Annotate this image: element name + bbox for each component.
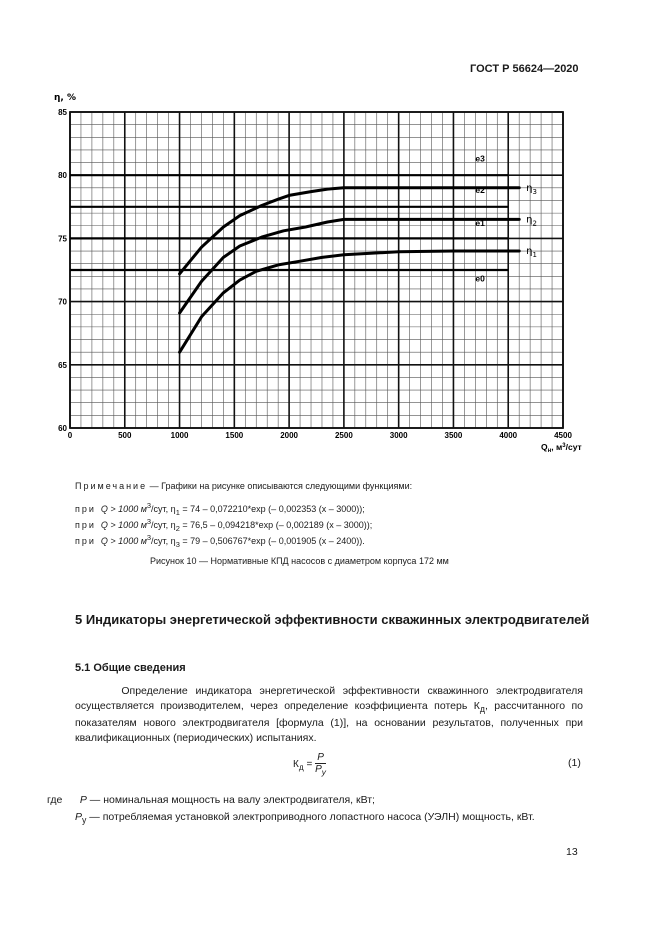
y-tick-label: 80	[58, 171, 67, 181]
figure-caption: Рисунок 10 — Нормативные КПД насосов с диаметром корпуса 172 мм	[150, 556, 449, 566]
x-tick-label: 3500	[444, 431, 463, 440]
efficiency-chart	[40, 84, 580, 464]
note-q: Q > 1000 м	[100, 504, 147, 514]
series-label-base: η	[526, 214, 533, 226]
x-axis-label-part: 3	[562, 443, 566, 449]
note-q: Q > 1000 м	[100, 536, 147, 546]
body-paragraph	[75, 684, 583, 745]
series-line-η2	[180, 219, 520, 313]
series-label-base: η	[526, 182, 533, 194]
note-prefix: при	[75, 520, 96, 530]
y-tick-label: 70	[58, 297, 67, 307]
y-axis-label: η, %	[54, 93, 76, 103]
note-sup: 3	[146, 533, 152, 542]
x-tick-label: 1000	[170, 431, 189, 440]
note-unit: /сут, η	[151, 504, 176, 514]
where-symbol: P	[79, 794, 87, 806]
x-axis-label-part: н	[547, 448, 552, 454]
formula-den-symbol: P	[315, 764, 322, 775]
x-tick-label: 1500	[225, 431, 244, 440]
series-label-η1	[526, 246, 537, 259]
para-sub: д	[479, 703, 485, 714]
note-intro	[75, 480, 412, 492]
where-line-2	[75, 810, 535, 827]
class-label-е2: е2	[475, 184, 485, 195]
series-label-sub: 3	[532, 187, 537, 196]
note-formula: = 76,5 – 0,094218*exp (– 0,002189 (x – 3000));	[179, 520, 373, 530]
where-text: — номинальная мощность на валу электродвигателя, кВт;	[86, 794, 375, 806]
x-tick-label: 4500	[554, 431, 572, 440]
formula-fraction	[315, 752, 326, 777]
y-tick-label: 65	[58, 360, 67, 370]
x-tick-label: 3000	[389, 431, 408, 440]
note-sub: 2	[175, 523, 180, 533]
page-number: 13	[566, 846, 578, 858]
note-formula: = 74 – 0,072210*exp (– 0,002353 (x – 3000));	[179, 504, 365, 514]
note-sup: 3	[146, 517, 152, 526]
note-sub: 1	[175, 507, 180, 517]
x-tick-label: 4000	[499, 431, 518, 440]
series-label-η3	[526, 183, 537, 196]
x-axis-label-part: /сут	[565, 442, 582, 452]
y-tick-label: 85	[58, 108, 67, 117]
note-q: Q > 1000 м	[100, 520, 147, 530]
note-text: — Графики на рисунке описываются следующими функциями:	[147, 481, 413, 491]
where-symbol: P	[75, 811, 83, 823]
class-label-е3: е3	[475, 153, 485, 164]
note-title: Примечание	[75, 481, 148, 491]
formula-number: (1)	[568, 757, 581, 769]
x-tick-label: 500	[118, 431, 132, 440]
note-line-3	[75, 532, 365, 551]
y-tick-label: 60	[58, 424, 67, 433]
subsection-title: 5.1 Общие сведения	[75, 662, 186, 674]
formula-lhs: К	[293, 759, 299, 771]
standard-designation: ГОСТ Р 56624—2020	[470, 63, 579, 75]
x-tick-label: 2000	[280, 431, 299, 440]
para-part-a: Определение индикатора энергетической эффективности скважинного электродвигателя осуществляется производителем, через определение коэффициента потерь К	[75, 685, 583, 712]
note-sub: 3	[175, 539, 180, 549]
x-tick-label: 2500	[334, 431, 353, 440]
x-axis-label	[541, 442, 582, 454]
note-formula: = 79 – 0,506767*exp (– 0,001905 (x – 2400)).	[179, 536, 365, 546]
series-label-base: η	[526, 246, 533, 258]
x-axis-label-part: Q	[541, 442, 548, 452]
note-sup: 3	[146, 501, 152, 510]
formula-den-sub: у	[321, 767, 326, 777]
note-prefix: при	[75, 536, 96, 546]
note-unit: /сут, η	[151, 536, 176, 546]
para-part-b: , рассчитанного по показателям нового электродвигателя [формула (1)], на основании результатов, полученных при квалификационных (периодических) испытаниях.	[75, 699, 583, 744]
where-lead: где	[47, 794, 63, 806]
formula-eq: =	[303, 759, 316, 771]
section-title: 5 Индикаторы энергетической эффективности скважинных электродвигателей	[75, 612, 590, 627]
note-unit: /сут, η	[151, 520, 176, 530]
note-prefix: при	[75, 504, 96, 514]
formula-numerator: P	[315, 752, 326, 764]
where-line-1	[47, 793, 375, 807]
formula-denominator	[315, 764, 326, 777]
formula-1	[293, 752, 326, 777]
y-tick-label: 75	[58, 234, 67, 244]
where-text: — потребляемая установкой электроприводного лопастного насоса (УЭЛН) мощность, кВт.	[86, 811, 535, 823]
x-axis-label-part: , м	[551, 442, 563, 452]
class-label-е1: е1	[475, 217, 485, 228]
series-label-sub: 2	[532, 219, 537, 228]
class-label-е0: е0	[475, 273, 485, 284]
x-tick-label: 0	[67, 431, 73, 440]
where-symbol-sub: у	[82, 815, 87, 826]
series-label-sub: 1	[532, 251, 537, 260]
formula-lhs-sub: д	[298, 762, 304, 773]
